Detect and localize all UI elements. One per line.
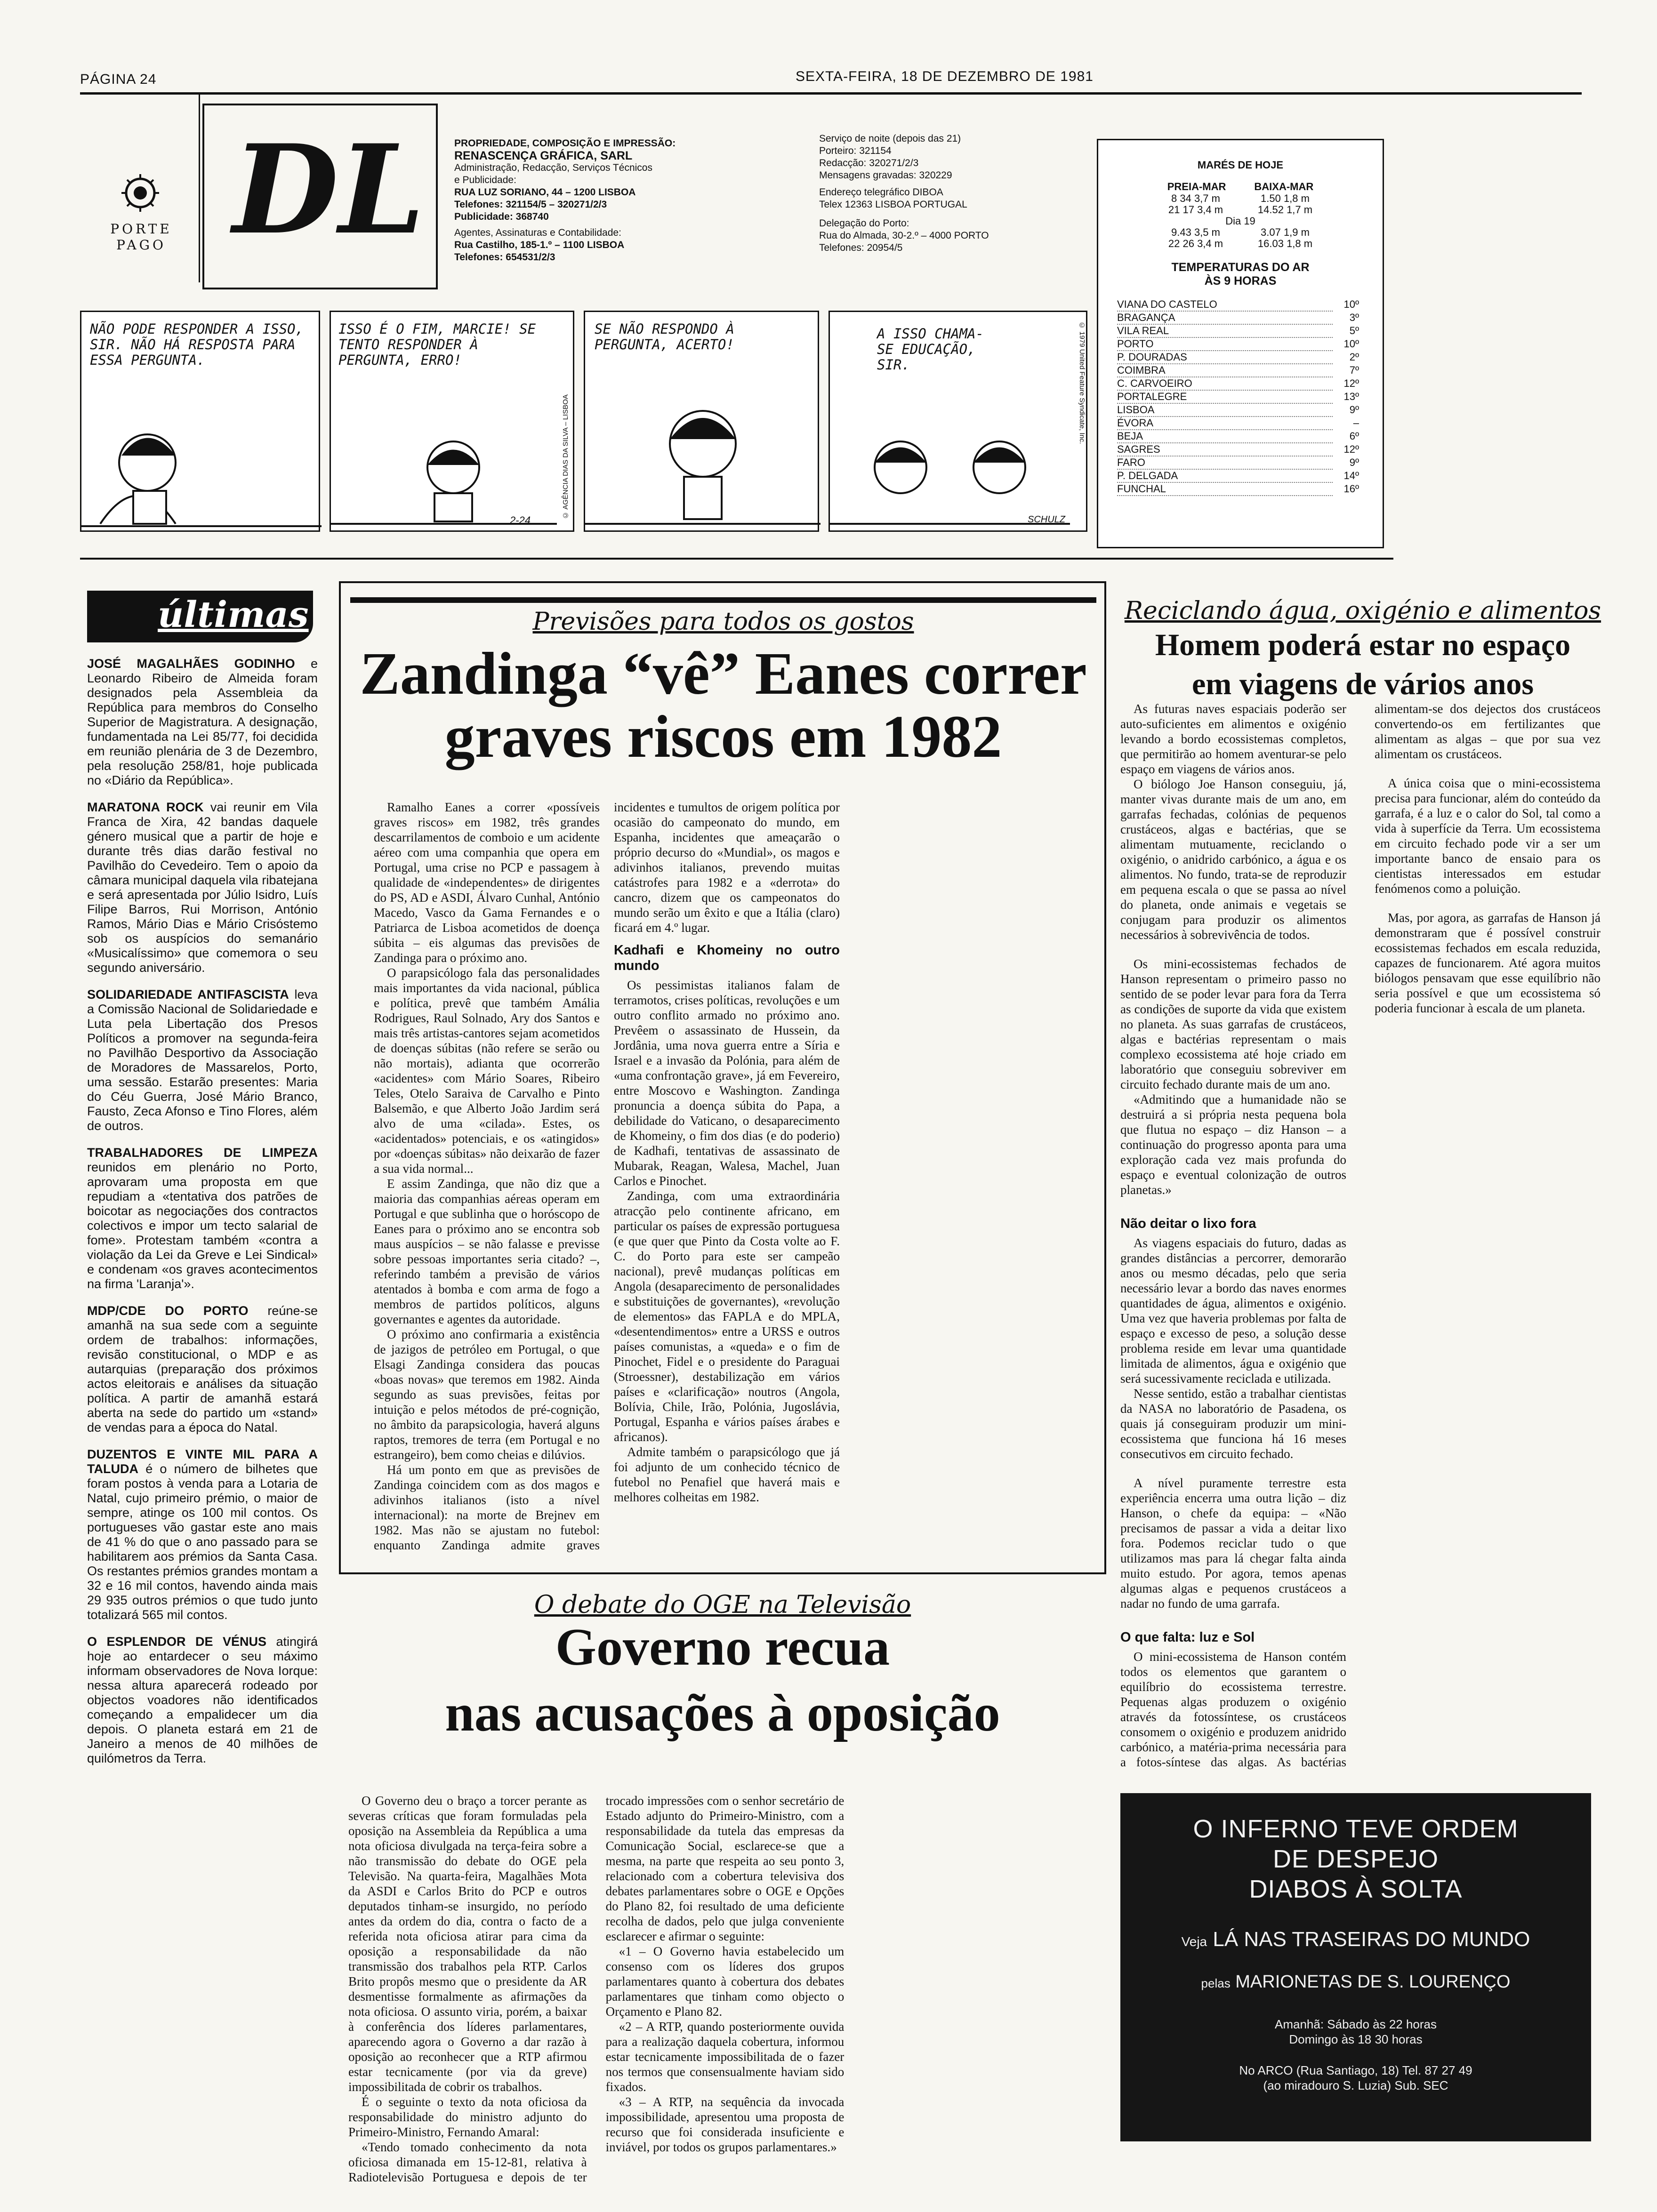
owner-line: e Publicidade: [454, 175, 516, 185]
ad-times: Amanhã: Sábado às 22 horas [1274, 2017, 1437, 2031]
subheading: Não deitar o lixo fora [1120, 1216, 1256, 1231]
brief-lead: MDP/CDE DO PORTO [87, 1304, 249, 1318]
station-temp: 10º [1343, 338, 1359, 350]
tides-title: MARÉS DE HOJE [1197, 159, 1284, 171]
ad-venue: (ao miradouro S. Luzia) Sub. SEC [1263, 2078, 1448, 2092]
brief-text: e Leonardo Ribeiro de Almeida foram designados pela Assembleia da República para membros do Conselho Superior de Magistratura. A designação, fundamentada na Lei 85/77, foi decidida em reunião plenária de 3 de Dezembro, pela resolução 258/81, hoje publicada no «Diário da República». [87, 657, 318, 787]
temperature-row [1117, 298, 1359, 312]
service-line: Mensagens gravadas: 320229 [819, 170, 952, 181]
station-temp: 12º [1343, 377, 1359, 389]
station-name: PORTALEGRE [1117, 391, 1333, 404]
ad-show-title: LÁ NAS TRASEIRAS DO MUNDO [1213, 1928, 1530, 1951]
section-rule [80, 558, 1393, 560]
paragraph: E assim Zandinga, que não diz que a maioria das companhias aéreas operam em Portugal e que sublinha que o horóscopo de Eanes para o próximo ano se encontra sob maus auspícios – se não falasse e previsse sobre pessoas importantes seria citado? –, referindo também a previsão de vários atentados à bomba e com arma de fogo a membros de partidos políticos, alguns governantes e agentes da autoridade. [374, 1177, 600, 1326]
headline: Zandinga “vê” Eanes correr graves riscos em 1982 [360, 640, 1087, 770]
tides-table [1151, 193, 1330, 249]
paragraph: O próximo ano confirmaria a existência de jazigos de petróleo em Portugal, o que Elsagi Zandinga considera das poucas «boas novas» que teremos em 1982. Ainda segundo as suas previsões, feitas por intuição e pelos métodos de pré-cognição, no âmbito da parapsicologia, haverá alguns raptos, tremores de terra (em Portugal e no estrangeiro), bem como cheias e dilúvios. [374, 1327, 600, 1462]
tide-cell: 1.50 1,8 m [1261, 192, 1310, 204]
tides-header: BAIXA-MAR [1254, 181, 1314, 192]
tide-cell: 22 26 3,4 m [1168, 238, 1223, 249]
page-number: PÁGINA 24 [80, 72, 157, 87]
tides-header: PREIA-MAR [1167, 181, 1226, 192]
temp-title: TEMPERATURAS DO AR [1171, 261, 1310, 274]
paragraph: Zandinga, com uma extraordinária atracção pelo continente africano, em particular os países de expressão portuguesa (e que quer que Pinto da Costa volte ao F. C. do Porto para este ser campeão nacional), prevê mudanças políticas em Angola (desaparecimento de personalidades e substituições de governantes), «revolução de elementos» das FAPLA e do MPLA, «desentendimentos» entre a URSS e outros países comunistas, a «queda» e o fim de Pinochet, Fidel e o presidente do Paraguai (Stroessner), destabilização em vários países e «clarificação» noutros (Angola, Bolívia, Chile, Irão, Polónia, Jugoslávia, Portugal, Espanha e vários países árabes e africanos). [614, 1189, 840, 1444]
paragraph: Há um ponto em que as previsões de Zandinga coincidem com as dos magos e adivinhos italianos (isto a nível internacional): na morte de Brejnev em 1982. Mas não se ajustam no futebol: enquanto Zandinga admite graves incidentes e tumultos de origem política por ocasião do campeonato do mundo, em Espanha, incidentes que ameaçarão o próprio decurso do «Mundial», os magos e adivinhos italianos, prevendo muitas catástrofes para 1982 e a «derrota» do cancro, dizem que os campeonatos do mundo serão um êxito e que a Itália (claro) ficará em 4.º lugar. [374, 800, 840, 1552]
station-temp: 3º [1349, 312, 1359, 323]
station-name: BRAGANÇA [1117, 312, 1333, 325]
paragraph: O Governo deu o braço a torcer perante as severas críticas que foram formuladas pela oposição na Assembleia da República a uma nota oficiosa divulgada na terça-feira sobre a não transmissão do debate do OGE pela Televisão. Na quarta-feira, Magalhães Mota da ASDI e Carlos Brito do PCP e outros deputados tinham-se insurgido, no período antes da ordem do dia, contra o facto de a referida nota oficiosa atirar para cima da oposição a responsabilidade da não transmissão dos trabalhos pela RTP. Carlos Brito propôs mesmo que o presidente da AR desmentisse formalmente as afirmações da nota oficiosa. O assunto viria, porém, a baixar à conferência dos líderes parlamentares, aparecendo agora o Governo a dar razão à oposição ao reconhecer que a RTP afirmou estar tecnicamente (por via da greve) impossibilitada de cobrir os trabalhos. [348, 1794, 587, 2094]
headline-line-2: nas acusações à oposição [445, 1683, 1000, 1742]
paragraph: Os mini-ecossistemas fechados de Hanson representam o primeiro passo no sentido de se poder levar para fora da Terra as condições de suporte da vida que existem no planeta. As suas garrafas de crustáceos, algas e bactérias representam o mais complexo ecossistema até hoje criado em laboratório que conseguiu sobreviver em circuito fechado durante mais de um ano. [1120, 957, 1346, 1091]
speech-bubble: A ISSO CHAMA-SE EDUCAÇÃO, SIR. [877, 326, 984, 373]
station-name: C. CARVOEIRO [1117, 377, 1333, 391]
brief-text: vai reunir em Vila Franca de Xira, 42 bandas daquele género musical que a partir de hoje e durante três dias darão festival no Pavilhão do Cevedeiro. Tem o apoio da câmara municipal daquela vila ribatejana e será apresentada por Júlio Isidro, Luís Filipe Barros, Rui Morrison, António Ramos, Mário Dias e Mário Crisóstemo sob os auspícios do semanário «Musicalíssimo» que comemora o seu segundo aniversário. [87, 800, 318, 975]
station-temp: 2º [1349, 351, 1359, 363]
brief-item [87, 800, 318, 975]
brief-text: reúne-se amanhã na sua sede com a seguinte ordem de trabalhos: informações, revisão constitucional, o MDP e as autarquias (preparação dos próximos actos eleitorais e análises da situação política. A partir de amanhã estará aberta na sede do partido um «stand» de vendas para a época do Natal. [87, 1304, 318, 1435]
tide-cell: 3.07 1,9 m [1261, 226, 1310, 238]
porte-pago-box [80, 94, 200, 282]
brief-item [87, 1304, 318, 1435]
station-temp: 12º [1343, 443, 1359, 455]
brief-lead: SOLIDARIEDADE ANTIFASCISTA [87, 987, 289, 1002]
pago-label: PAGO [116, 237, 166, 253]
header-rule [80, 92, 1582, 95]
station-name: LISBOA [1117, 404, 1333, 417]
station-temp: 13º [1343, 391, 1359, 402]
tide-cell: 21 17 3,4 m [1168, 204, 1223, 216]
paragraph: Nesse sentido, estão a trabalhar cientistas da NASA no laboratório de Pasadena, os quais já conseguiram produzir um mini-ecossistema que funciona há 16 meses consecutivos em circuito fechado. [1120, 1387, 1346, 1461]
dl-logo: DL [233, 118, 425, 262]
theatre-advertisement [1120, 1793, 1591, 2141]
station-temp: 10º [1343, 298, 1359, 310]
temperature-row [1117, 325, 1359, 338]
paragraph: A nível puramente terrestre esta experiência encerra uma outra lição – diz Hanson, o chefe da equipa: – «Não precisamos de passar a vida a deitar lixo fora. Podemos reciclar tudo o que utilizamos mas para lá chegar falta ainda muito estudo. Por agora, temos apenas algumas algas e pequenos crustáceos a nadar no fundo de uma garrafa. [1120, 1476, 1346, 1611]
article-top-bar [350, 597, 1096, 603]
brief-lead: MARATONA ROCK [87, 800, 204, 814]
tide-cell: 8 34 3,7 m [1171, 192, 1220, 204]
paragraph: «1 – O Governo havia estabelecido um consenso com os líderes dos grupos parlamentares quanto à cobertura dos debates parlamentares que tinham como objecto o Orçamento e Plano 82. [605, 1944, 845, 2019]
ad-venue: No ARCO (Rua Santiago, 18) Tel. 87 27 49 [1239, 2063, 1472, 2077]
paragraph: Os pessimistas italianos falam de terramotos, crises políticas, revoluções e um outro conflito armado no próximo ano. Prevêem o assassinato de Hussein, da Jordânia, uma nova guerra entre a Síria e Israel e a invasão da Polónia, para além de «uma confrontação grave», já em Fevereiro, entre Moscovo e Washington. Zandinga pronuncia a doença súbita do Papa, a debilidade do Vaticano, o desaparecimento de Khomeiny, o fim dos dias (e do poderio) de Kadhafi, tentativas de assassinato de Mubarak, Reagan, Walesa, Machel, Juan Carlos e Pinochet. [614, 978, 840, 1188]
brief-lead: TRABALHADORES DE LIMPEZA [87, 1146, 318, 1160]
brief-text: reunidos em plenário no Porto, aprovaram uma proposta em que repudiam a «tentativa dos patrões de boicotar as negociações dos contractos colectivos e impor um tecto salarial de fome». Protestam também «contra a violação da Lei da Greve e Lei Sindical» e condenam «os graves acontecimentos na firma 'Laranja'». [87, 1160, 318, 1291]
espaco-body [1120, 701, 1601, 1784]
page-date: SEXTA-FEIRA, 18 DE DEZEMBRO DE 1981 [796, 69, 1094, 84]
station-temp: 9º [1349, 404, 1359, 416]
kicker: Previsões para todos os gostos [532, 608, 914, 636]
governo-article-head [339, 1591, 1106, 1741]
ad-times: Domingo às 18 30 horas [1289, 2032, 1423, 2046]
temperature-row [1117, 443, 1359, 457]
ultimas-briefs [87, 657, 318, 1778]
paragraph: Ramalho Eanes a correr «possíveis graves riscos» em 1982, três grandes descarrilamentos de comboio e um acidente aéreo com uma companhia que opera em Portugal, uma crise no PCP e passagem à qualidade de «independentes» de dirigentes do PS, AD e ASDI, Álvaro Cunhal, António Macedo, Vasco da Gama Fernandes e o Patriarca de Lisboa acometidos de doença súbita – eis algumas das previsões de Zandinga para o próximo ano. [374, 800, 600, 965]
brief-item [87, 987, 318, 1133]
temp-subtitle: ÀS 9 HORAS [1204, 274, 1277, 288]
owner-line: Administração, Redacção, Serviços Técnicos [454, 162, 652, 173]
temperature-row [1117, 457, 1359, 470]
station-name: BEJA [1117, 430, 1333, 443]
station-name: VIANA DO CASTELO [1117, 298, 1333, 312]
station-name: P. DOURADAS [1117, 351, 1333, 364]
station-name: COIMBRA [1117, 364, 1333, 377]
zandinga-article [339, 581, 1106, 1574]
agency-credit: © AGÊNCIA DIAS DA SILVA – LISBOA [562, 394, 570, 519]
service-line: Serviço de noite (depois das 21) [819, 133, 961, 144]
brief-item [87, 1447, 318, 1622]
porte-label: PORTE [110, 221, 172, 237]
owner-line: Telefones: 321154/5 – 320271/2/3 [454, 199, 607, 210]
comic-strip [80, 311, 1087, 537]
paragraph: As viagens espaciais do futuro, dadas as grandes distâncias a percorrer, demorarão anos ou mesmo décadas, pelo que seria necessário levar a bordo das naves enormes quantidades de água, alimentos e oxigénio. Uma vez que haveria problemas por falta de espaço e excesso de peso, a solução desse problema reside em levar uma quantidade limitada de alimentos, água e oxigénio que será sucessivamente reciclada e utilizada. [1120, 1236, 1346, 1386]
service-line: Rua do Almada, 30-2.º – 4000 PORTO [819, 230, 989, 241]
speech-bubble: NÃO PODE RESPONDER A ISSO, SIR. NÃO HÁ RESPOSTA PARA ESSA PERGUNTA. [90, 321, 304, 368]
brief-item [87, 1146, 318, 1291]
tides-row [1151, 227, 1330, 238]
temperature-row [1117, 404, 1359, 417]
station-temp: 6º [1349, 430, 1359, 442]
ad-line: DE DESPEJO [1272, 1845, 1439, 1873]
espaco-article [1113, 597, 1612, 701]
brief-item [87, 657, 318, 788]
station-name: PORTO [1117, 338, 1333, 351]
ad-pelas: pelas [1201, 1976, 1231, 1990]
brief-text: atingirá hoje ao entardecer o seu máximo informam observadores de Nova Iorque: nessa altura aparecerá rodeado por objectos voadores não identificados começando a empalidecer um dia depois. O planeta estará em 21 de Janeiro a menos de 40 milhões de quilómetros da Terra. [87, 1635, 318, 1765]
service-line: Delegação do Porto: [819, 218, 909, 229]
owner-line: Rua Castilho, 185-1.º – 1100 LISBOA [454, 240, 625, 250]
tides-row [1151, 216, 1330, 227]
brief-lead: DUZENTOS E VINTE MIL PARA A TALUDA [87, 1447, 318, 1476]
kicker: O debate do OGE na Televisão [534, 1591, 911, 1619]
peppermint-patty-drawing [81, 411, 322, 533]
paragraph: Mas, por agora, as garrafas de Hanson já demonstraram que é possível construir ecossistemas fechados em escala reduzida, capazes de funcionarem. Até agora muitos biólogos pensavam que esse equilíbrio não seria possível e que um ecossistema só poderia funcionar à escala de um planeta. [1375, 911, 1601, 1015]
kicker: Reciclando água, oxigénio e alimentos [1124, 597, 1601, 625]
brief-lead: O ESPLENDOR DE VÉNUS [87, 1635, 266, 1649]
governo-body [348, 1793, 1102, 2188]
temperature-row [1117, 470, 1359, 483]
paragraph: A única coisa que o mini-ecossistema precisa para funcionar, além do conteúdo da garrafa, é a luz e o calor do Sol, tal como a vida à superfície da Terra. Um ecossistema em circuito fechado pode vir a ser um importante banco de ensaio para os cientistas interessados em estudar fenómenos como a poluição. [1375, 776, 1601, 896]
owner-line: RENASCENÇA GRÁFICA, SARL [454, 149, 633, 162]
temperature-row [1117, 483, 1359, 496]
paragraph: «Tendo tomado conhecimento da nota oficiosa dimanada em 15-12-81, relativa à Radiotelevisão Portuguesa e depois de ter trocado impressões com o senhor secretário de Estado adjunto do Primeiro-Ministro, com a responsabilidade da tutela das empresas da Comunicação Social, esclarece-se que a mesma, na parte que respeita ao seu ponto 3, relacionado com a cobertura televisiva dos debates parlamentares sobre o OGE e Opções do Plano 82, foi resultado de uma deficiente recolha de dados, pelo que julga conveniente esclarecer e afirmar o seguinte: [348, 1794, 845, 2184]
ad-veja: Veja [1181, 1934, 1207, 1949]
comic-panel-4 [828, 311, 1087, 532]
station-temp: 5º [1349, 325, 1359, 337]
paragraph: «3 – A RTP, na sequência da invocada impossibilidade, apresentou uma proposta de recurso que foi considerada insuficiente e inviável, por todos os grupos parlamentares.» [605, 2095, 845, 2154]
comic-panel-2 [330, 311, 574, 532]
brief-text: é o número de bilhetes que foram postos à venda para a Lotaria de Natal, cujo primeiro prémio, o maior de sempre, atinge os 100 mil contos. Os portugueses vão gastar este ano mais de 41 % do que o ano passado para se habilitarem aos prémios da Santa Casa. Os restantes prémios grandes montam a 32 e 16 mil contos, havendo ainda mais 29 935 outros prémios o que tudo junto totalizará 565 mil contos. [87, 1462, 318, 1622]
temperature-row [1117, 338, 1359, 351]
service-line: Porteiro: 321154 [819, 145, 892, 156]
tide-cell: 9.43 3,5 m [1171, 226, 1220, 238]
signature: SCHULZ [1028, 514, 1066, 525]
zandinga-body [374, 800, 1080, 1562]
paragraph: As futuras naves espaciais poderão ser auto-suficientes em alimentos e oxigénio levando a bordo ecossistemas completos, que permitirão ao homem aventurar-se pelo espaço em viagens de vários anos. [1120, 702, 1346, 776]
paragraph: «Admitindo que a humanidade não se destruirá a si própria nesta pequena bola que flutua no espaço – diz Hanson – a continuação do progresso aponta para uma exploração cada vez mais profunda do espaço e eventual colonização de outros planetas.» [1120, 1092, 1346, 1197]
ultimas-banner [87, 591, 313, 642]
paragraph: «2 – A RTP, quando posteriormente ouvida para a realização daquela cobertura, informou estar tecnicamente impossibilitada de o fazer nos termos que consensualmente haviam sido fixados. [605, 2020, 845, 2094]
tide-cell: Dia 19 [1225, 215, 1255, 227]
paragraph: Admite também o parapsicólogo que já foi adjunto de um conhecido técnico de futebol no Penafiel que haverá mais e melhores colheitas em 1982. [614, 1445, 840, 1504]
temperature-list [1098, 298, 1383, 496]
headline-line-1: Governo recua [555, 1618, 890, 1676]
tide-cell: 16.03 1,8 m [1257, 238, 1313, 249]
ad-company: MARIONETAS DE S. LOURENÇO [1235, 1972, 1511, 1992]
service-line: Telefones: 20954/5 [819, 242, 903, 253]
subheading: Kadhafi e Khomeiny no outro mundo [614, 943, 840, 973]
station-temp: 7º [1349, 364, 1359, 376]
brief-lead: JOSÉ MAGALHÃES GODINHO [87, 657, 295, 671]
owner-line: RUA LUZ SORIANO, 44 – 1200 LISBOA [454, 187, 636, 198]
date-code: 2-24 [510, 514, 531, 526]
ultimas-title: últimas [158, 593, 309, 635]
temperature-row [1117, 391, 1359, 404]
tides-row [1151, 238, 1330, 249]
ad-line: O INFERNO TEVE ORDEM [1193, 1815, 1519, 1843]
comic-panel-1 [80, 311, 320, 532]
brief-item [87, 1635, 318, 1766]
ad-line: DIABOS À SOLTA [1249, 1875, 1463, 1903]
paragraph: É o seguinte o texto da nota oficiosa da responsabilidade do ministro adjunto do Primeiro-Ministro, Fernando Amaral: [348, 2095, 587, 2139]
station-temp: – [1353, 417, 1359, 429]
temperature-row [1117, 351, 1359, 364]
copyright: © 1979 United Feature Syndicate, Inc. [1078, 321, 1086, 444]
service-line: Telex 12363 LISBOA PORTUGAL [819, 199, 967, 210]
headline-line-2: em viagens de vários anos [1192, 667, 1534, 702]
temperature-row [1117, 312, 1359, 325]
speech-bubble: ISSO É O FIM, MARCIE! SE TENTO RESPONDER À PERGUNTA, ERRO! [338, 321, 536, 368]
tide-cell: 14.52 1,7 m [1257, 204, 1313, 216]
service-line: Redacção: 320271/2/3 [819, 158, 919, 168]
speech-bubble: SE NÃO RESPONDO À PERGUNTA, ACERTO! [595, 321, 734, 353]
tides-row [1151, 204, 1330, 216]
owner-line: PROPRIEDADE, COMPOSIÇÃO E IMPRESSÃO: [454, 138, 676, 149]
temperature-row [1117, 364, 1359, 377]
temperature-row [1117, 430, 1359, 443]
weather-box [1097, 139, 1384, 548]
station-name: ÉVORA [1117, 417, 1333, 430]
paragraph: O parapsicólogo fala das personalidades mais importantes da vida nacional, pública e política, prevê que também Amália Rodrigues, Raul Solnado, Ary dos Santos e mais três artistas-cantores sejam acometidos de doenças súbitas (não refere se serão ou não mortais), adianta que ocorrerão «acidentes» com Mário Soares, Ribeiro Teles, Otelo Saraiva de Carvalho e Pinto Balsemão, e que Alberto João Jardim será alvo de uma «cilada». Estes, os «acidentados» potenciais, e os «atingidos» por «doenças súbitas» não deixarão de fazer a sua vida normal... [374, 966, 600, 1176]
station-name: FUNCHAL [1117, 483, 1333, 496]
dl-logo-box [202, 104, 438, 289]
service-line: Endereço telegráfico DIBOA [819, 187, 943, 198]
station-name: P. DELGADA [1117, 470, 1333, 483]
seal-icon [121, 174, 159, 212]
station-name: VILA REAL [1117, 325, 1333, 338]
paragraph: O biólogo Joe Hanson conseguiu, já, manter vivas durante mais de um ano, em garrafas fechadas, colónias de pequenos crustáceos, algas e bactérias, que se alimentam mutuamente, reciclando o oxigénio, o anidrido carbónico, a água e os alimentos. No fundo, trata-se de reproduzir em pequena escala o que se passa ao nível do planeta, onde animais e vegetais se conjugam para produzir os alimentos necessários à sobrevivência de todos. [1120, 777, 1346, 942]
station-temp: 9º [1349, 457, 1359, 468]
station-name: FARO [1117, 457, 1333, 470]
owner-line: Agentes, Assinaturas e Contabilidade: [454, 227, 621, 238]
temperature-row [1117, 417, 1359, 430]
temperature-row [1117, 377, 1359, 391]
tides-row [1151, 193, 1330, 204]
owner-line: Publicidade: 368740 [454, 211, 549, 222]
peppermint-patty-drawing [585, 387, 820, 533]
station-name: SAGRES [1117, 443, 1333, 457]
publisher-info [454, 137, 737, 264]
owner-line: Telefones: 654531/2/3 [454, 252, 555, 263]
station-temp: 14º [1343, 470, 1359, 481]
subheading: O que falta: luz e Sol [1120, 1630, 1255, 1645]
paragraph: O mini-ecossistema de Hanson contém todos os elementos que garantem o equilíbrio do ecossistema terrestre. Pequenas algas produzem o oxigénio através da fotossíntese, os crustáceos consomem o oxigénio e produzem anidrido carbónico, a matéria-prima necessária para a fotos-síntese das algas. As bactérias alimentam-se dos dejectos dos crustáceos convertendo-os em fertilizantes que alimentam as algas – que por sua vez alimentam os crustáceos. [1120, 702, 1601, 1769]
station-temp: 16º [1343, 483, 1359, 495]
headline-line-1: Homem poderá estar no espaço [1155, 628, 1571, 662]
comic-panel-3 [584, 311, 819, 532]
service-info [819, 133, 1064, 254]
brief-text: leva a Comissão Nacional de Solidariedade e Luta pela Libertação dos Presos Políticos a promover na segunda-feira no Pavilhão Desportivo da Associação de Moradores de Massarelos, Porto, uma sessão. Estarão presentes: Maria do Céu Guerra, José Mário Branco, Fausto, Zeca Afonso e Tino Flores, além de outros. [87, 987, 318, 1133]
